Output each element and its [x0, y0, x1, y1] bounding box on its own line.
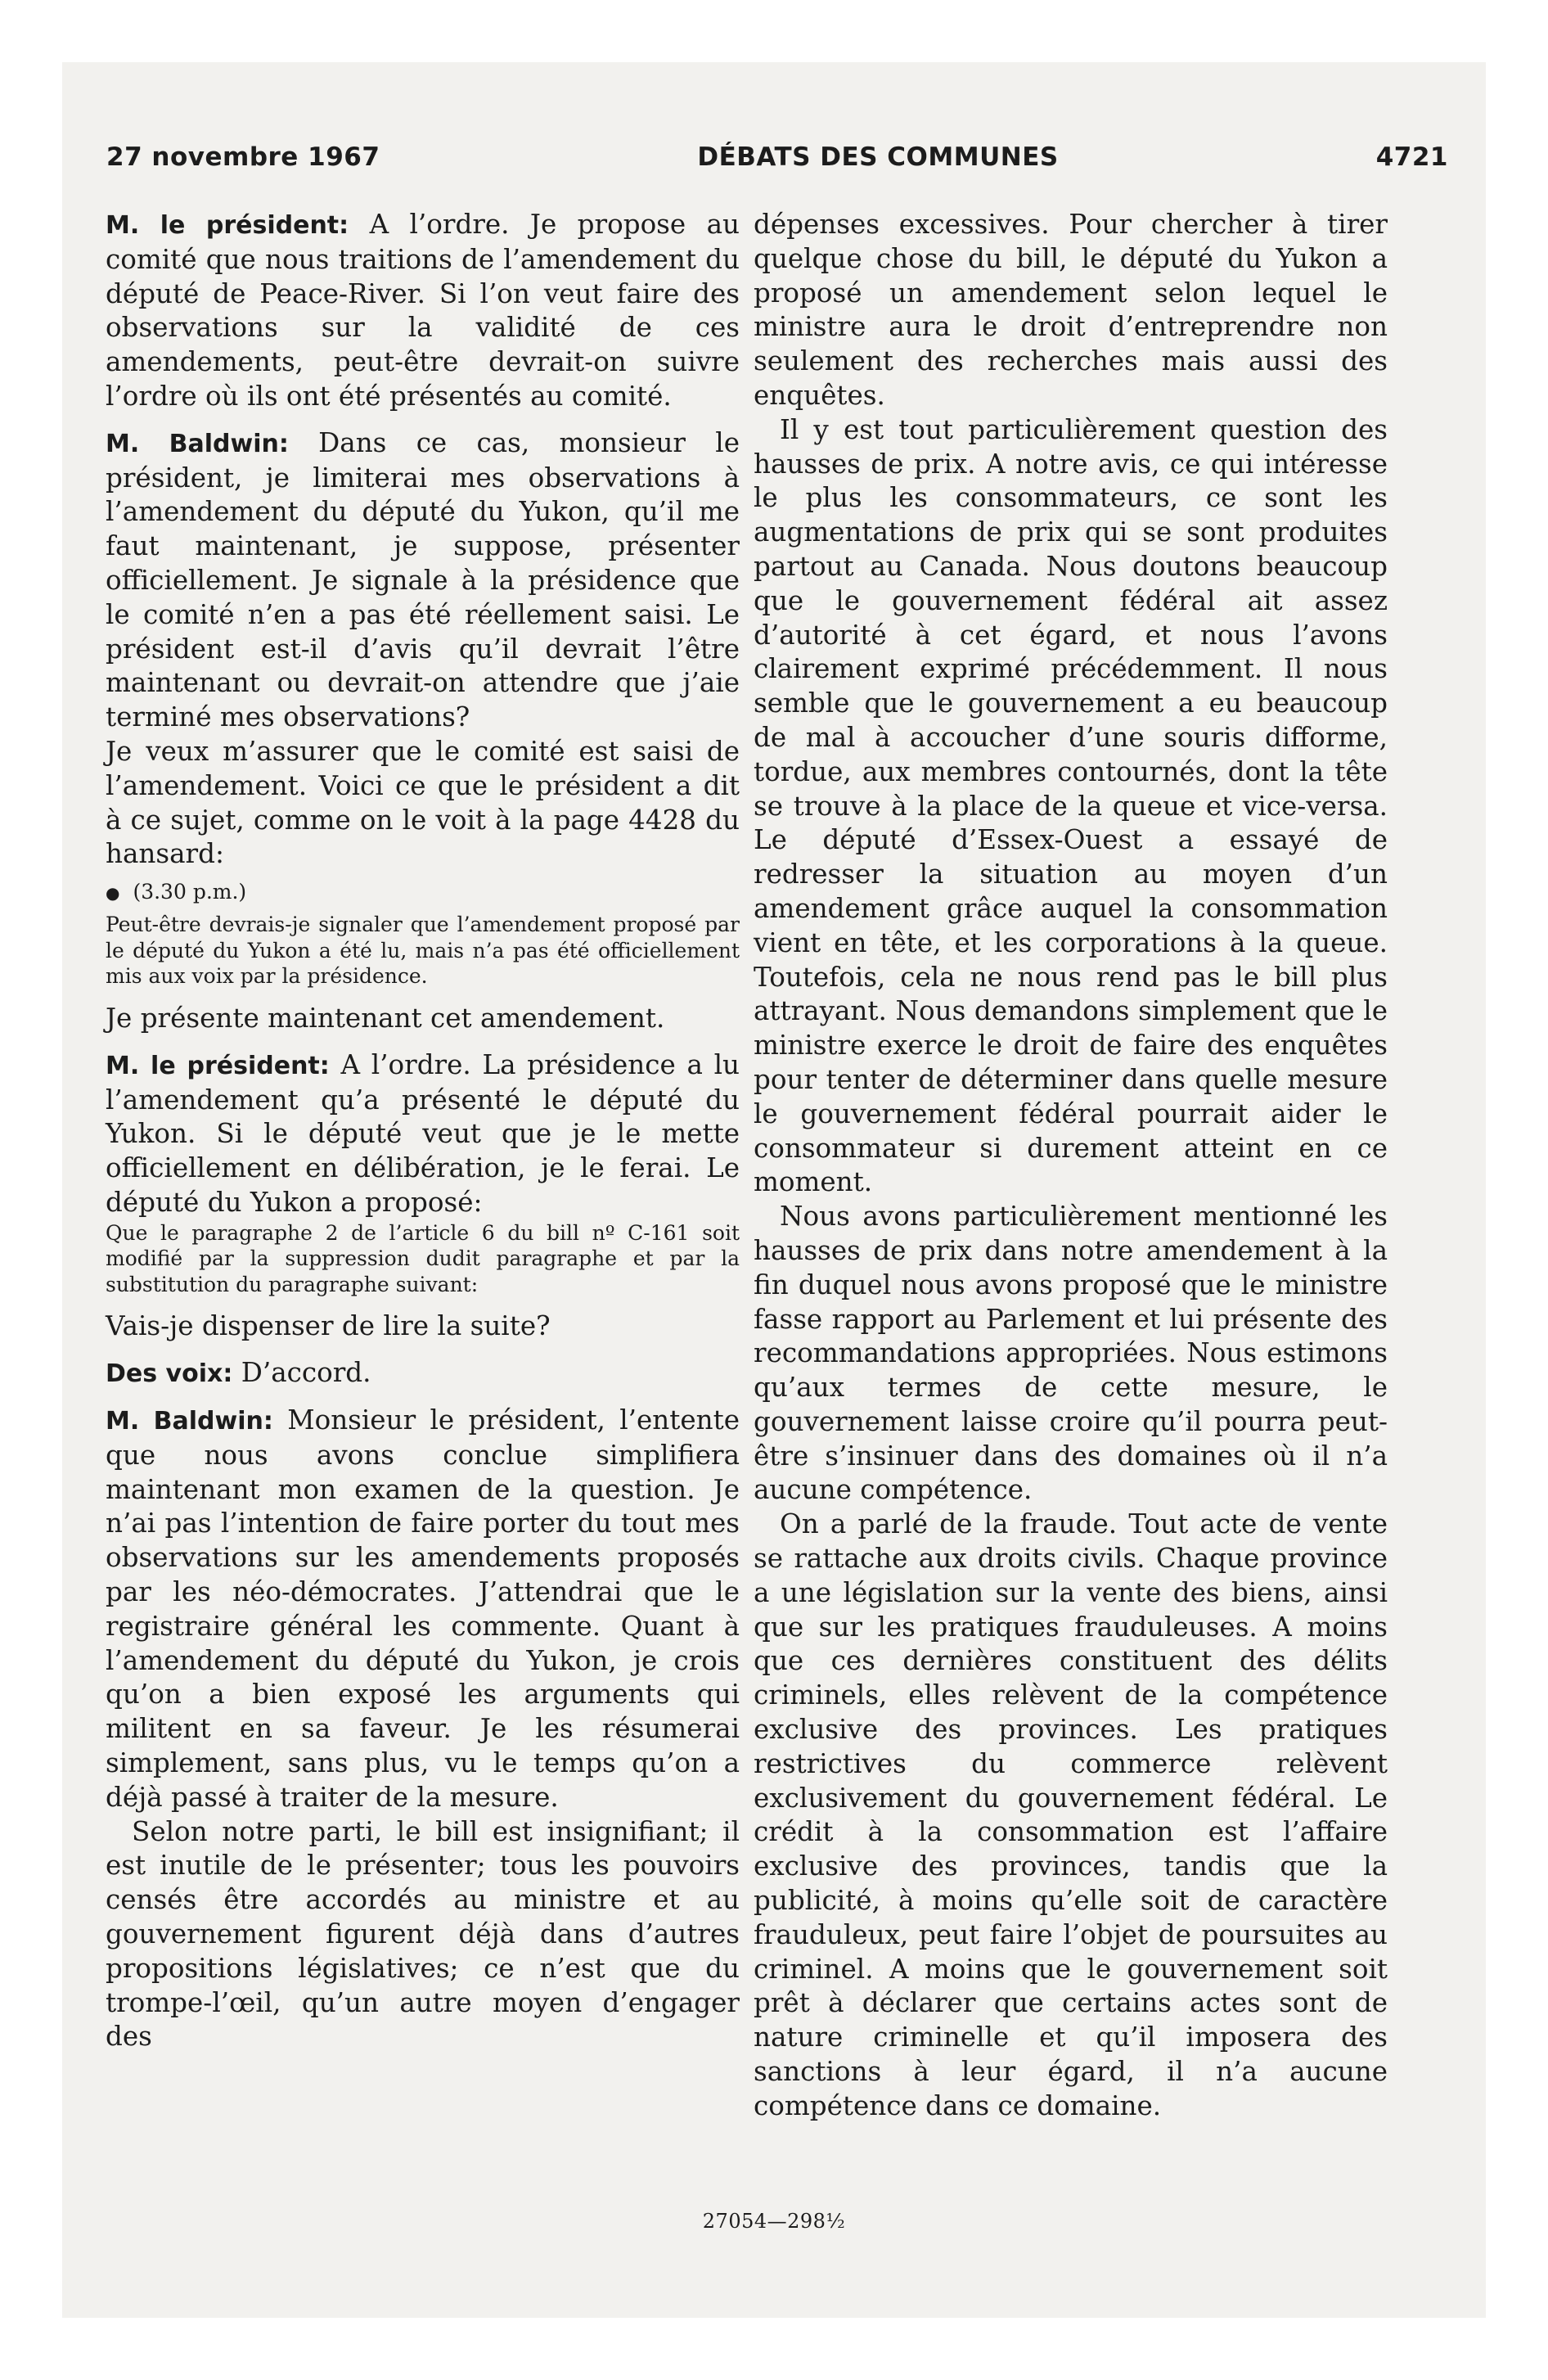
paragraph-text: A l’ordre. La présidence a lu l’amendement qu’a présenté le député du Yukon. Si le député veut que je le mette officiellement en délibération, je le ferai. Le député du Yukon a proposé: — [106, 1048, 740, 1218]
speaker-name: M. le président: — [106, 1051, 330, 1080]
paragraph — [106, 1404, 740, 1815]
paragraph-text: Monsieur le président, l’entente que nous avons conclue simplifiera maintenant mon examen de la question. Je n’ai pas l’intention de faire porter du tout mes observations sur les amendements proposés par les néo-démocrates. J’attendrai que le registraire général les commente. Quant à l’amendement du député du Yukon, je crois qu’on a bien exposé les arguments qui militent en sa faveur. Je les résumerai simplement, sans plus, vu le temps qu’on a déjà passé à traiter de la mesure. — [106, 1404, 740, 1813]
paragraph — [106, 1356, 740, 1391]
bullet-icon: ● — [106, 883, 120, 904]
paragraph-text: Dans ce cas, monsieur le président, je limiterai mes observations à l’amendement du député du Yukon, qu’il me faut maintenant, je suppose, présenter officiellement. Je signale à la présidence que le comité n’en a pas été réellement saisi. Le président est-il d’avis qu’il devrait l’être maintenant ou devrait-on attendre que j’aie terminé mes observations? — [106, 426, 740, 733]
page-folio: 27054—298½ — [702, 2210, 846, 2233]
paragraph: Je présente maintenant cet amendement. — [106, 1002, 665, 1034]
paragraph: Nous avons particulièrement mentionné les hausses de prix dans notre amendement à la fin duquel nous avons proposé que le ministre fasse rapport au Parlement et lui présente des recommandations appropriées. Nous estimons qu’aux termes de cette mesure, le gouvernement laisse croire qu’il pourra peut-être s’insinuer dans des domaines où il n’a aucune compétence. — [754, 1201, 1388, 1506]
paragraph — [106, 426, 740, 735]
quoted-excerpt: Peut-être devrais-je signaler que l’amendement proposé par le député du Yukon a été lu, mais n’a pas été officiellement mis aux voix par la présidence. — [106, 913, 740, 989]
paragraph: Vais-je dispenser de lire la suite? — [106, 1310, 551, 1342]
speaker-name: M. Baldwin: — [106, 1407, 273, 1436]
time-marker — [106, 878, 740, 907]
paragraph — [106, 1048, 740, 1220]
header-page-number: 4721 — [1375, 142, 1448, 172]
quoted-motion: Que le paragraphe 2 de l’article 6 du bill nº C-161 soit modifié par la suppression dudit paragraphe et par la substitution du paragraphe suivant: — [106, 1220, 740, 1296]
header-title: DÉBATS DES COMMUNES — [697, 142, 1059, 172]
paragraph — [106, 208, 740, 414]
right-column — [754, 208, 1388, 2124]
paragraph: On a parlé de la fraude. Tout acte de vente se rattache aux droits civils. Chaque province a une législation sur la vente des biens, ainsi que sur les pratiques frauduleuses. A moins que ces dernières constituent des délits criminels, elles relèvent de la compétence exclusive des provinces. Les pratiques restrictives du commerce relèvent exclusivement du gouvernement fédéral. Le crédit à la consommation est l’affaire exclusive des provinces, tandis que la publicité, à moins qu’elle soit de caractère frauduleux, peut faire l’objet de poursuites au criminel. A moins que le gouvernement soit prêt à déclarer que certains actes sont de nature criminelle et qu’il imposera des sanctions à leur égard, il n’a aucune compétence dans ce domaine. — [754, 1508, 1388, 2121]
paragraph: Selon notre parti, le bill est insignifiant; il est inutile de le présenter; tous les pouvoirs censés être accordés au ministre et au gouvernement figurent déjà dans d’autres propositions législatives; ce n’est que du trompe-l’œil, qu’un autre moyen d’engager des — [106, 1815, 740, 2053]
paragraph: Il y est tout particulièrement question des hausses de prix. A notre avis, ce qui intéresse le plus les consommateurs, ce sont les augmentations de prix qui se sont produites partout au Canada. Nous doutons beaucoup que le gouvernement fédéral ait assez d’autorité à cet égard, et nous l’avons clairement exprimé précédemment. Il nous semble que le gouvernement a eu beaucoup de mal à accoucher d’une souris difforme, tordue, aux membres contournés, dont la tête se trouve à la place de la queue et vice-versa. Le député d’Essex-Ouest a essayé de redresser la situation au moyen d’un amendement grâce auquel la consommation vient en tête, et les corporations à la queue. Toutefois, cela ne nous rend pas le bill plus attrayant. Nous demandons simplement que le ministre exerce le droit de faire des enquêtes pour tenter de déterminer dans quelle mesure le gouvernement fédéral pourrait aider le consommateur si durement atteint en ce moment. — [754, 413, 1388, 1198]
paragraph: Je veux m’assurer que le comité est saisi de l’amendement. Voici ce que le président a dit à ce sujet, comme on le voit à la page 4428 du hansard: — [106, 735, 740, 870]
paragraph-text: D’accord. — [232, 1357, 371, 1389]
scanned-page — [62, 62, 1486, 2318]
speaker-name: M. le président: — [106, 211, 349, 240]
running-header — [106, 142, 1448, 183]
time-text: (3.30 p.m.) — [133, 880, 247, 904]
paragraph-text: A l’ordre. Je propose au comité que nous traitions de l’amendement du député de Peace-River. Si l’on veut faire des observations sur la validité de ces amendements, peut-être devrait-on suivre l’ordre où ils ont été présentés au comité. — [106, 209, 740, 412]
paragraph: dépenses excessives. Pour chercher à tirer quelque chose du bill, le député du Yukon a proposé un amendement selon lequel le ministre aura le droit d’entreprendre non seulement des recherches mais aussi des enquêtes. — [754, 209, 1388, 411]
speaker-name: M. Baldwin: — [106, 429, 289, 458]
header-date: 27 novembre 1967 — [106, 142, 380, 172]
left-column — [106, 208, 740, 2054]
speaker-name: Des voix: — [106, 1359, 233, 1389]
